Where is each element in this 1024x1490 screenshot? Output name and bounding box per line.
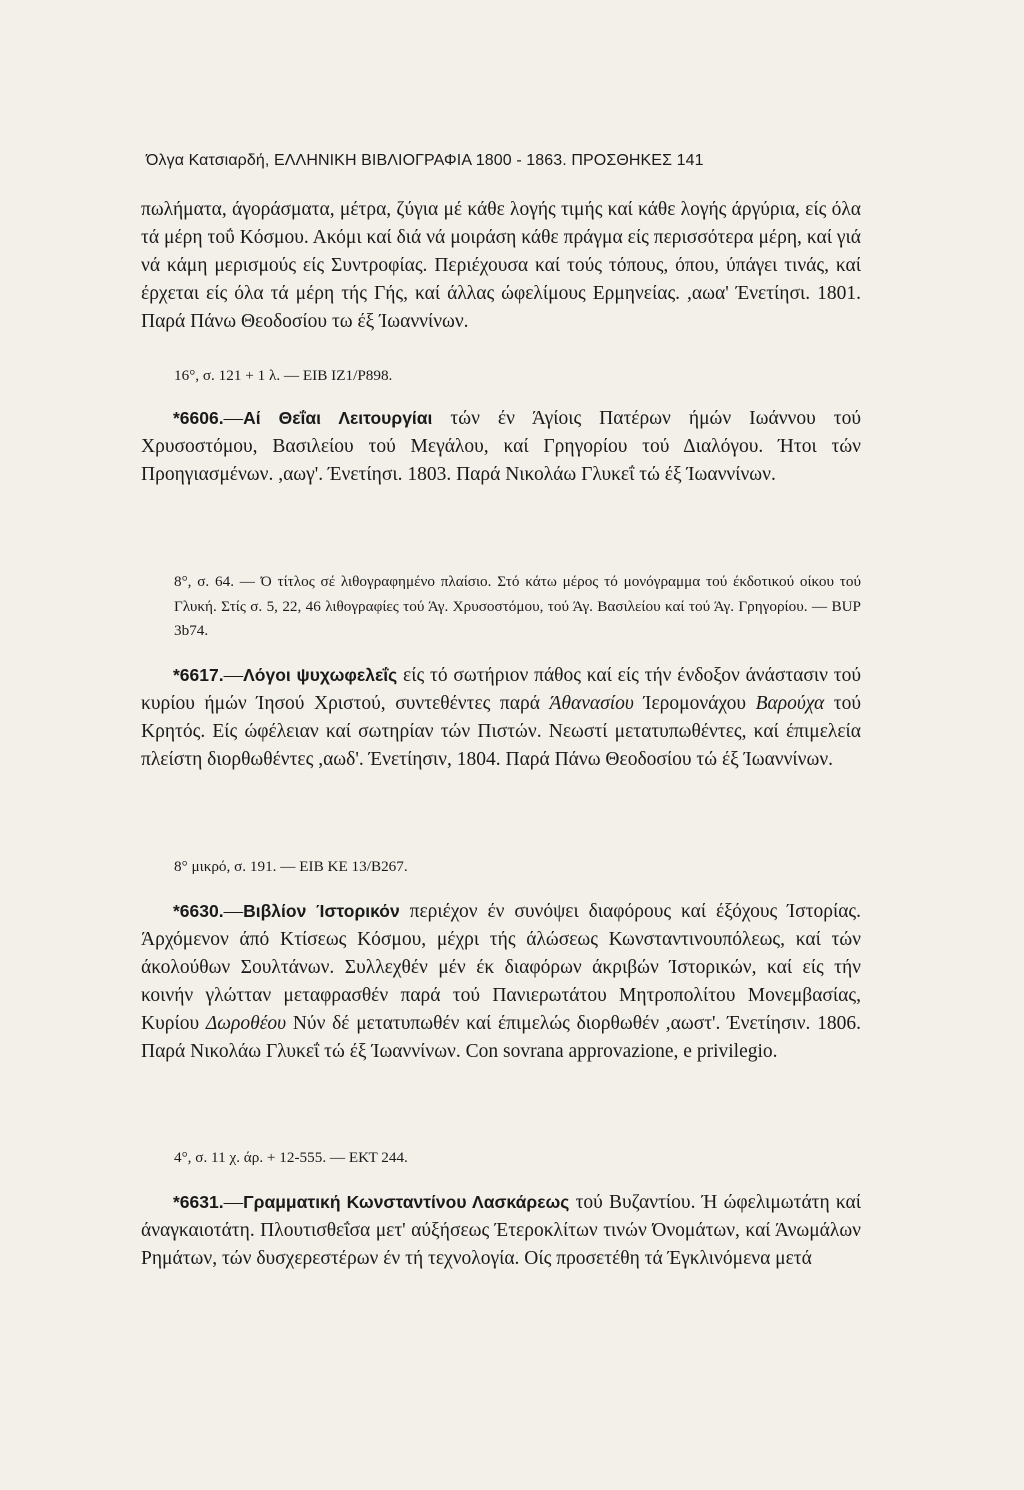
entry-text bbox=[141, 662, 861, 774]
entry-body: τού Βυζαντίου. Ή ώφελιμωτάτη καί άναγκαιοτάτη. Πλουτισθεΐσα μετ' αύξήσεως Έτεροκλίτων τινών Όνομάτων, καί Άνωμάλων Ρημάτων, τών δυσχερεστέρων έν τή τεχνολογία. Οίς προσετέθη τά Έγκλινόμενα μετά bbox=[141, 1192, 861, 1269]
entry-title: Βιβλίον Ίστορικόν bbox=[243, 901, 400, 921]
author-name: Άθανασίου bbox=[549, 692, 634, 714]
entry-number: *6606. bbox=[173, 408, 224, 428]
entry-dash: — bbox=[223, 408, 244, 429]
entry-6631 bbox=[141, 1189, 861, 1273]
entry-body: είς τό σωτήριον πάθος καί είς τήν ένδοξον άνάστασιν τού κυρίου ήμών Ίησού Χριστού, συντεθέντες παρά bbox=[141, 665, 861, 714]
entry-body: Νύν δέ μετατυπωθέν καί έπιμελώς διορθωθέν ,αωστ'. Ένετίησιν. 1806. Παρά Νικολάω Γλυκεΐ τώ έξ Ίωαννίνων. Con sovrana approvazione, e privilegio. bbox=[141, 1012, 862, 1062]
entry-title: Γραμματική Κωνσταντίνου Λασκάρεως bbox=[243, 1192, 570, 1212]
entry-number: *6630. bbox=[173, 901, 224, 921]
entry-text bbox=[141, 1189, 861, 1273]
entry-body: τών έν Άγίοις Πατέρων ήμών Ιωάννου τού Χρυσοστόμου, Βασιλείου τού Μεγάλου, καί Γρηγορίου τού Διαλόγου. Ήτοι τών Προηγιασμένων. ,αωγ'. Ένετίησι. 1803. Παρά Νικολάω Γλυκεΐ τώ έξ Ίωαννίνων. bbox=[141, 408, 861, 485]
entry-title: Λόγοι ψυχωφελεΐς bbox=[243, 665, 398, 685]
continuation-note: 16°, σ. 121 + 1 λ. — ΕΙΒ ΙΖ1/Ρ898. bbox=[174, 367, 393, 384]
entry-text bbox=[141, 405, 861, 489]
entry-6630 bbox=[141, 898, 861, 1065]
entry-6617 bbox=[141, 662, 861, 774]
continuation-entry bbox=[141, 196, 861, 336]
entry-number: *6631. bbox=[173, 1192, 224, 1212]
entry-body: περιέχον έν συνόψει διαφόρους καί έξόχους Ίστορίας. Άρχόμενον άπό Κτίσεως Κόσμου, μέχρι τής άλώσεως Κωνσταντινουπόλεως, καί τών άκολούθων Σουλτάνων. Συλλεχθέν μέν έκ διαφόρων άκριβών Ίστορικών, καί είς τήν κοινήν γλώτταν μεταφρασθέν παρά τού Πανιερωτάτου Μητροπολίτου Μονεμβασίας, Κυρίου bbox=[141, 901, 862, 1034]
entry-body: Ίερομονάχου bbox=[633, 692, 756, 714]
entry-dash: — bbox=[223, 665, 244, 686]
entry-body: τού Κρητός. Είς ώφέλειαν καί σωτηρίαν τών Πιστών. Νεωστί μετατυπωθέντες, καί έπιμελεία πλείστη διορθωθέντες ,αωδ'. Ένετίησιν, 1804. Παρά Πάνω Θεοδοσίου τώ έξ Ίωαννίνων. bbox=[141, 692, 861, 770]
author-name: Δωροθέου bbox=[205, 1012, 287, 1034]
entry-number: *6617. bbox=[173, 665, 224, 685]
continuation-text: πωλήματα, άγοράσματα, μέτρα, ζύγια μέ κάθε λογής τιμής καί κάθε λογής άργύρια, είς όλα τά μέρη τοΰ Κόσμου. Ακόμι καί διά νά μοιράση κάθε πράγμα είς περισσότερα μέρη, καί γιά νά κάμη μερισμούς είς Συντροφίας. Περιέχουσα καί τούς τόπους, όπου, ύπάγει τινάς, καί έρχεται είς όλα τά μέρη τής Γής, καί άλλας ώφελίμους Ερμηνείας. ,αωα' Ένετίησι. 1801. Παρά Πάνω Θεοδοσίου τω έξ Ίωαννίνων. bbox=[141, 199, 861, 332]
entry-6630-note: 4°, σ. 11 χ. άρ. + 12-555. — ΕΚΤ 244. bbox=[174, 1149, 408, 1166]
author-surname: Βαρούχα bbox=[755, 692, 825, 714]
entry-title: Αί Θεΐαι Λειτουργίαι bbox=[243, 408, 433, 428]
entry-6617-note: 8° μικρό, σ. 191. — ΕΙΒ ΚΕ 13/Β267. bbox=[174, 858, 408, 875]
entry-6606-note: 8°, σ. 64. — Ό τίτλος σέ λιθογραφημένο πλαίσιο. Στό κάτω μέρος τό μονόγραμμα τού έκδοτικού οίκου τού Γλυκή. Στίς σ. 5, 22, 46 λιθογραφίες τού Άγ. Χρυσοστόμου, τού Άγ. Βασιλείου καί τού Άγ. Γρηγορίου. — BUP 3b74. bbox=[174, 573, 861, 639]
entry-dash: — bbox=[223, 1192, 244, 1213]
entry-text bbox=[141, 898, 861, 1065]
entry-dash: — bbox=[223, 901, 244, 922]
running-head: Όλγα Κατσιαρδή, ΕΛΛΗΝΙΚΗ ΒΙΒΛΙΟΓΡΑΦΙΑ 1800 - 1863. ΠΡΟΣΘΗΚΕΣ 141 bbox=[146, 152, 704, 169]
entry-6606 bbox=[141, 405, 861, 489]
